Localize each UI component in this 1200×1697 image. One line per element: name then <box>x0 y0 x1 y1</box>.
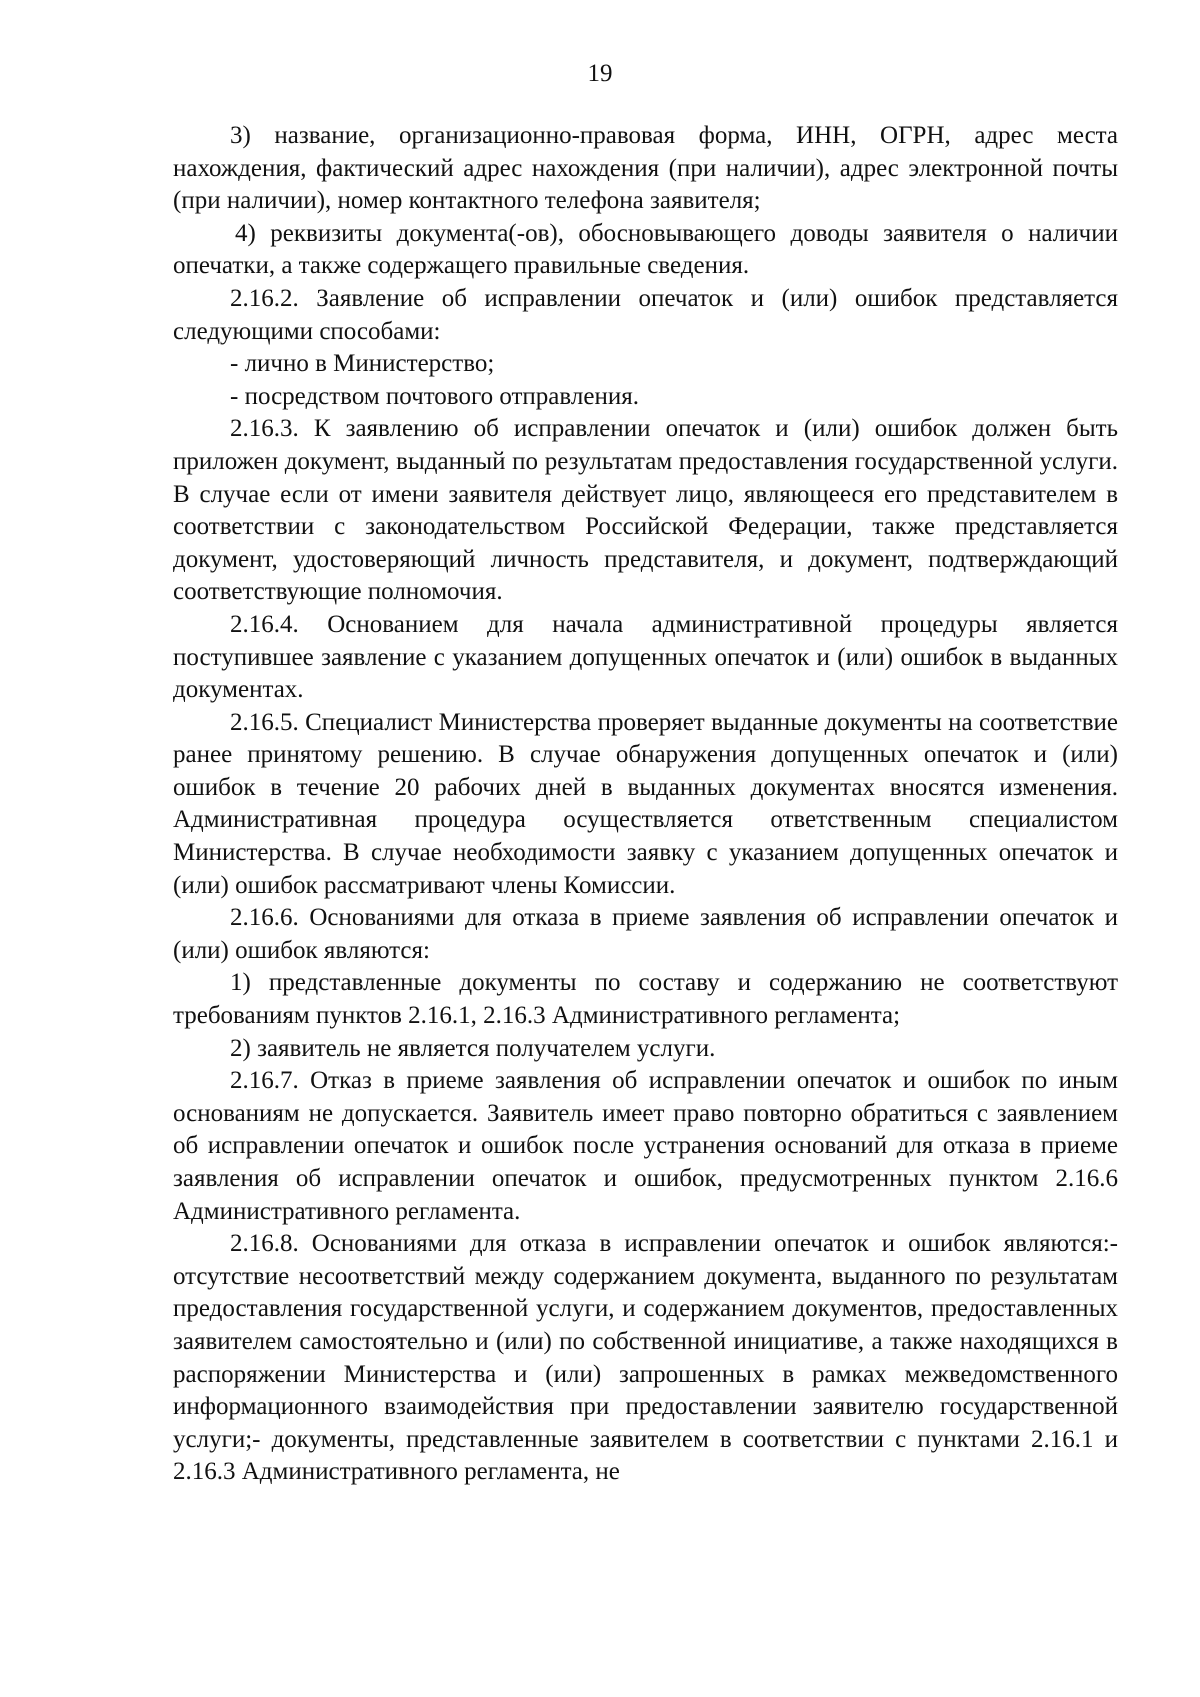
paragraph-item-4: 4) реквизиты документа(-ов), обосновывающего доводы заявителя о наличии опечатки, а также содержащего правильные сведения. <box>173 219 1118 280</box>
paragraph-dash-in-person: - лично в Министерство; <box>230 350 495 378</box>
paragraph-item-1: 1) представленные документы по составу и содержанию не соответствуют требованиям пунктов 2.16.1, 2.16.3 Административного регламента; <box>173 969 1118 1030</box>
paragraph-dash-by-mail: - посредством почтового отправления. <box>230 382 639 410</box>
document-body <box>173 120 1118 1489</box>
paragraph-2-16-7: 2.16.7. Отказ в приеме заявления об исправлении опечаток и ошибок по иным основаниям не допускается. Заявитель имеет право повторно обратиться с заявлением об исправлении опечаток и ошибок после устранения оснований для отказа в приеме заявления об исправлении опечаток и ошибок, предусмотренных пунктом 2.16.6 Административного регламента. <box>173 1067 1118 1225</box>
paragraph-2-16-8: 2.16.8. Основаниями для отказа в исправлении опечаток и ошибок являются:- отсутствие несоответствий между содержанием документа, выданного по результатам предоставления государственной услуги, и содержанием документов, предоставленных заявителем самостоятельно и (или) по собственной инициативе, а также находящихся в распоряжении Министерства и (или) запрошенных в рамках межведомственного информационного взаимодействия при предоставлении заявителю государственной услуги;- документы, представленные заявителем в соответствии с пунктами 2.16.1 и 2.16.3 Административного регламента, не <box>173 1230 1118 1486</box>
paragraph-item-3: 3) название, организационно-правовая форма, ИНН, ОГРН, адрес места нахождения, фактический адрес нахождения (при наличии), адрес электронной почты (при наличии), номер контактного телефона заявителя; <box>173 122 1118 215</box>
page-number: 19 <box>587 60 613 87</box>
paragraph-2-16-3: 2.16.3. К заявлению об исправлении опечаток и (или) ошибок должен быть приложен документ, выданный по результатам предоставления государственной услуги. В случае если от имени заявителя действует лицо, являющееся его представителем в соответствии с законодательством Российской Федерации, также представляется документ, удостоверяющий личность представителя, и документ, подтверждающий соответствующие полномочия. <box>173 415 1118 606</box>
paragraph-2-16-2: 2.16.2. Заявление об исправлении опечаток и (или) ошибок представляется следующими способами: <box>173 284 1118 345</box>
paragraph-2-16-5: 2.16.5. Специалист Министерства проверяет выданные документы на соответствие ранее принятому решению. В случае обнаружения допущенных опечаток и (или) ошибок в течение 20 рабочих дней в выданных документах вносятся изменения. Административная процедура осуществляется ответственным специалистом Министерства. В случае необходимости заявку с указанием допущенных опечаток и (или) ошибок рассматривают члены Комиссии. <box>173 708 1118 899</box>
paragraph-item-2: 2) заявитель не является получателем услуги. <box>230 1034 716 1062</box>
paragraph-2-16-6: 2.16.6. Основаниями для отказа в приеме заявления об исправлении опечаток и (или) ошибок являются: <box>173 904 1118 964</box>
paragraph-2-16-4: 2.16.4. Основанием для начала административной процедуры является поступившее заявление с указанием допущенных опечаток и (или) ошибок в выданных документах. <box>173 610 1118 704</box>
